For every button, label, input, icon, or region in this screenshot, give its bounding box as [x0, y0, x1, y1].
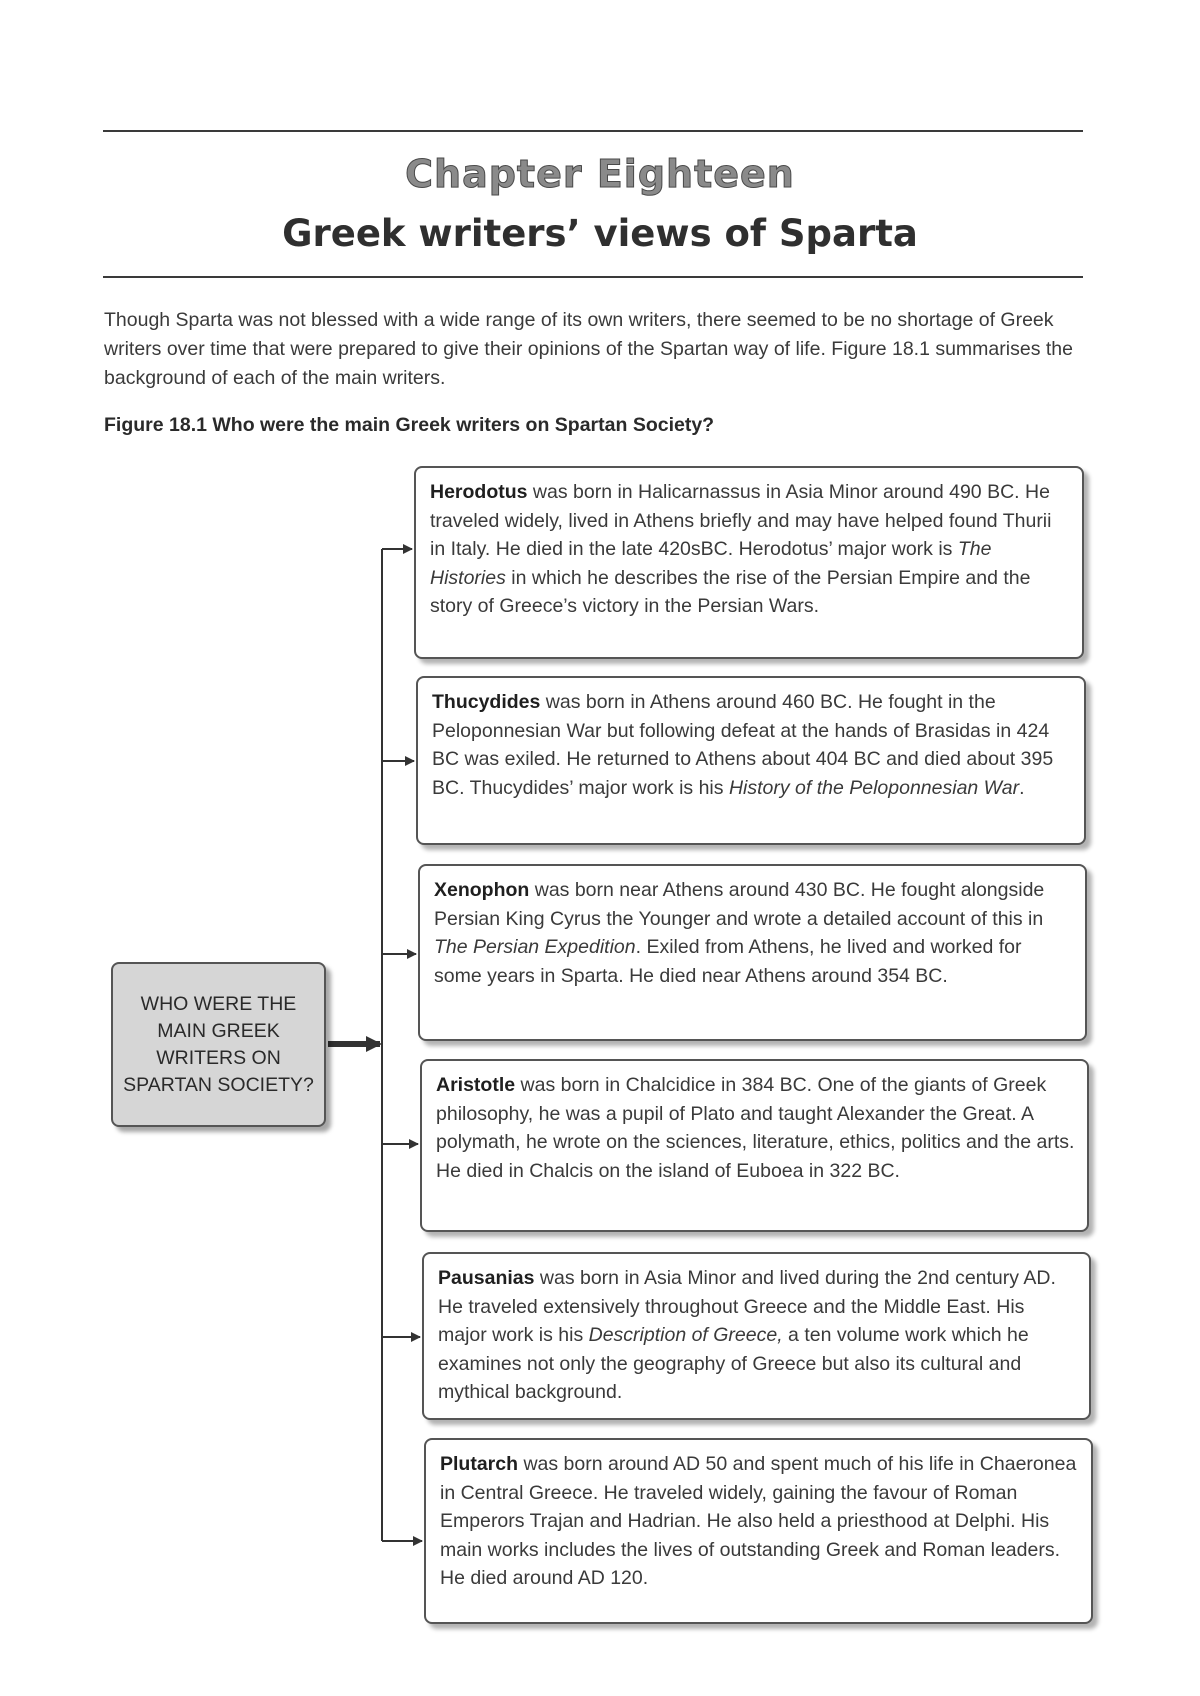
writer-name: Xenophon: [434, 879, 530, 901]
central-question-text: WHO WERE THE MAIN GREEK WRITERS ON SPARTAN SOCIETY?: [123, 992, 314, 1096]
writer-name: Aristotle: [436, 1074, 516, 1096]
writer-box-pausanias: [422, 1252, 1091, 1420]
writer-bio: was born near Athens around 430 BC. He fought alongside Persian King Cyrus the Younger and wrote a detailed account of this in: [434, 879, 1045, 930]
figure-caption: Figure 18.1 Who were the main Greek writers on Spartan Society?: [104, 414, 715, 436]
writer-work: History of the Peloponnesian War: [728, 776, 1020, 799]
central-question-box: [111, 962, 326, 1127]
writer-bio: was born in Asia Minor and lived during the 2nd century AD. He traveled extensively throughout Greece and the Middle East. His major work is his: [438, 1267, 1056, 1346]
writer-box-aristotle: [420, 1059, 1089, 1232]
page-title: Greek writers’ views of Sparta: [282, 212, 918, 255]
writer-bio-end: .: [1019, 776, 1025, 799]
writer-name: Herodotus: [430, 481, 528, 503]
writer-bio: was born around AD 50 and spent much of his life in Chaeronea in Central Greece. He traveled widely, gaining the favour of Roman Emperors Trajan and Hadrian. He also held a priesthood at Delphi. His main works includes the lives of outstanding Greek and Roman leaders. He died around AD 120.: [440, 1453, 1077, 1589]
writer-bio: was born in Athens around 460 BC. He fought in the Peloponnesian War but following defeat at the hands of Brasidas in 424 BC was exiled. He returned to Athens about 404 BC and died about 395 BC. Thucydides’ major work is his: [432, 691, 1054, 799]
writer-box-xenophon: [418, 864, 1087, 1041]
chapter-heading: Chapter Eighteen: [405, 152, 795, 196]
writer-box-plutarch: [424, 1438, 1093, 1624]
writer-bio: was born in Halicarnassus in Asia Minor around 490 BC. He traveled widely, lived in Athens briefly and may have helped found Thurii in Italy. He died in the late 420sBC. Herodotus’ major work is: [430, 481, 1052, 560]
intro-paragraph: Though Sparta was not blessed with a wide range of its own writers, there seemed to be no shortage of Greek writers over time that were prepared to give their opinions of the Spartan way of life. Figure 18.1 summarises the background of each of the main writers.: [104, 309, 1073, 389]
writer-bio-end: a ten volume work which he examines not only the geography of Greece but also its cultural and mythical background.: [438, 1324, 1029, 1403]
writer-bio-end: . Exiled from Athens, he lived and worked for some years in Sparta. He died near Athens around 354 BC.: [434, 936, 1022, 987]
writer-name: Thucydides: [432, 691, 541, 713]
writer-work: The Persian Expedition: [434, 936, 636, 958]
writer-work: Description of Greece,: [588, 1324, 783, 1346]
writer-name: Plutarch: [440, 1453, 519, 1475]
writer-bio: was born in Chalcidice in 384 BC. One of the giants of Greek philosophy, he was a pupil of Plato and taught Alexander the Great. A polymath, he wrote on the sciences, literature, ethics, politics and the arts. He died in Chalcis on the island of Euboea in 322 BC.: [436, 1074, 1075, 1182]
writer-box-herodotus: [414, 466, 1084, 659]
writer-bio-end: in which he describes the rise of the Persian Empire and the story of Greece’s victory in the Persian Wars.: [430, 566, 1031, 617]
writer-work: The Histories: [430, 538, 992, 589]
writer-name: Pausanias: [438, 1267, 535, 1289]
writer-box-thucydides: [416, 676, 1086, 845]
